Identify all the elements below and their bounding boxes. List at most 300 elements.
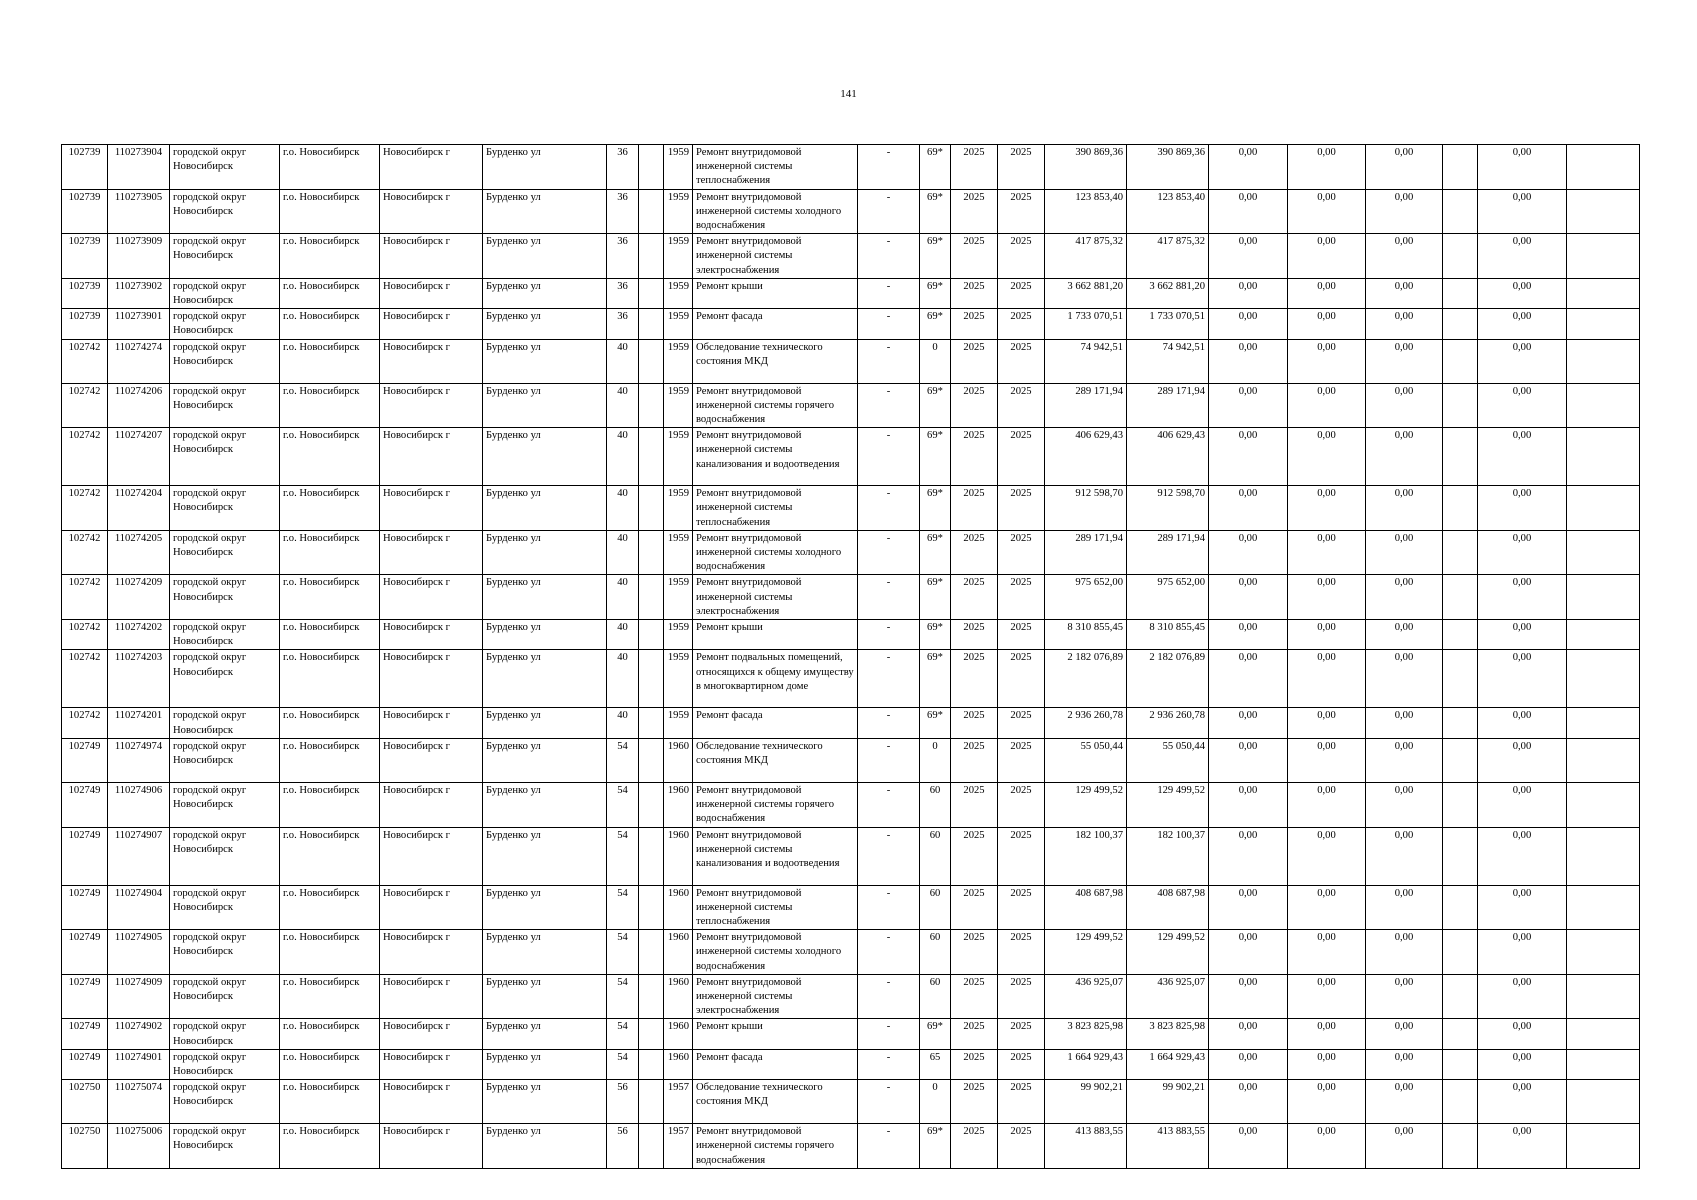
work-id-cell: 110273909 [108,234,170,279]
regional-budget-cell: 0,00 [1209,383,1288,428]
plan-year-end-cell: 2025 [998,974,1045,1019]
work-type-cell: Ремонт крыши [693,278,858,308]
total-cost-cell: 2 182 076,89 [1045,650,1127,708]
plan-year-end-cell: 2025 [998,145,1045,190]
work-id-cell: 110274901 [108,1049,170,1079]
extra-col-cell [1443,428,1478,486]
year-built-cell: 1959 [664,339,693,383]
other-funds-cell: 0,00 [1478,782,1567,827]
work-type-cell: Ремонт внутридомовой инженерной системы электроснабжения [693,575,858,620]
building-letter-cell [639,234,664,279]
fund-cost-cell: 1 733 070,51 [1127,309,1209,339]
regional-budget-cell: 0,00 [1209,708,1288,738]
building-letter-cell [639,428,664,486]
year-built-cell: 1959 [664,428,693,486]
extra-col-cell [1443,189,1478,234]
work-type-cell: Ремонт внутридомовой инженерной системы теплоснабжения [693,145,858,190]
table-row [62,650,1640,708]
table-row [62,383,1640,428]
other-funds-cell: 0,00 [1478,708,1567,738]
plan-year-end-cell: 2025 [998,575,1045,620]
year-built-cell: 1960 [664,1049,693,1079]
municipality-cell: городской округ Новосибирск [170,738,280,782]
city-cell: Новосибирск г [380,1124,483,1169]
building-letter-cell [639,885,664,930]
page-number: 141 [840,88,857,100]
fund-cost-cell: 74 942,51 [1127,339,1209,383]
wear-percent-cell: 60 [920,974,951,1019]
total-cost-cell: 99 902,21 [1045,1080,1127,1124]
extra-col-cell [1443,486,1478,531]
other-funds-cell: 0,00 [1478,930,1567,975]
year-built-cell: 1959 [664,189,693,234]
extra-col-cell [1443,278,1478,308]
building-id-cell: 102750 [62,1124,108,1169]
building-id-cell: 102742 [62,575,108,620]
other-funds-cell: 0,00 [1478,486,1567,531]
local-budget-cell: 0,00 [1288,930,1366,975]
plan-year-end-cell: 2025 [998,650,1045,708]
street-cell: Бурденко ул [483,885,607,930]
street-cell: Бурденко ул [483,1049,607,1079]
house-number-cell: 40 [607,383,639,428]
year-built-cell: 1959 [664,708,693,738]
fund-cost-cell: 3 823 825,98 [1127,1019,1209,1049]
total-cost-cell: 417 875,32 [1045,234,1127,279]
municipality-cell: городской округ Новосибирск [170,1019,280,1049]
local-budget-cell: 0,00 [1288,428,1366,486]
local-budget-cell: 0,00 [1288,782,1366,827]
fund-cost-cell: 55 050,44 [1127,738,1209,782]
plan-year-end-cell: 2025 [998,827,1045,885]
dash-marker-cell: - [858,428,920,486]
regional-budget-cell: 0,00 [1209,278,1288,308]
work-type-cell: Ремонт крыши [693,1019,858,1049]
fund-cost-cell: 390 869,36 [1127,145,1209,190]
year-built-cell: 1959 [664,278,693,308]
wear-percent-cell: 69* [920,1019,951,1049]
building-id-cell: 102742 [62,530,108,575]
fund-cost-cell: 912 598,70 [1127,486,1209,531]
extra-col-cell [1443,234,1478,279]
table-row [62,486,1640,531]
other-funds-cell: 0,00 [1478,383,1567,428]
building-id-cell: 102750 [62,1080,108,1124]
plan-year-start-cell: 2025 [951,575,998,620]
building-letter-cell [639,575,664,620]
plan-year-start-cell: 2025 [951,428,998,486]
municipality-cell: городской округ Новосибирск [170,145,280,190]
wear-percent-cell: 0 [920,1080,951,1124]
wear-percent-cell: 0 [920,738,951,782]
total-cost-cell: 74 942,51 [1045,339,1127,383]
street-cell: Бурденко ул [483,383,607,428]
other-funds-cell: 0,00 [1478,309,1567,339]
local-budget-cell: 0,00 [1288,189,1366,234]
plan-year-start-cell: 2025 [951,1019,998,1049]
extra-col-cell [1443,383,1478,428]
work-id-cell: 110273905 [108,189,170,234]
street-cell: Бурденко ул [483,575,607,620]
wear-percent-cell: 69* [920,530,951,575]
dash-marker-cell: - [858,782,920,827]
fund-cost-cell: 129 499,52 [1127,782,1209,827]
extra-col-cell [1443,1124,1478,1169]
work-type-cell: Обследование технического состояния МКД [693,738,858,782]
owners-funds-cell: 0,00 [1366,782,1443,827]
house-number-cell: 54 [607,885,639,930]
house-number-cell: 40 [607,486,639,531]
table-row [62,620,1640,650]
regional-budget-cell: 0,00 [1209,974,1288,1019]
owners-funds-cell: 0,00 [1366,974,1443,1019]
other-funds-cell: 0,00 [1478,189,1567,234]
work-id-cell: 110273901 [108,309,170,339]
plan-year-start-cell: 2025 [951,738,998,782]
dash-marker-cell: - [858,827,920,885]
regional-budget-cell: 0,00 [1209,738,1288,782]
city-cell: Новосибирск г [380,782,483,827]
municipality-short-cell: г.о. Новосибирск [280,428,380,486]
fund-cost-cell: 1 664 929,43 [1127,1049,1209,1079]
notes-cell [1567,974,1640,1019]
year-built-cell: 1959 [664,145,693,190]
plan-year-start-cell: 2025 [951,974,998,1019]
house-number-cell: 56 [607,1080,639,1124]
dash-marker-cell: - [858,930,920,975]
notes-cell [1567,738,1640,782]
table-row [62,530,1640,575]
work-type-cell: Ремонт подвальных помещений, относящихся к общему имуществу в многоквартирном доме [693,650,858,708]
fund-cost-cell: 408 687,98 [1127,885,1209,930]
local-budget-cell: 0,00 [1288,234,1366,279]
fund-cost-cell: 975 652,00 [1127,575,1209,620]
building-id-cell: 102742 [62,428,108,486]
street-cell: Бурденко ул [483,708,607,738]
year-built-cell: 1960 [664,885,693,930]
notes-cell [1567,1019,1640,1049]
building-id-cell: 102742 [62,620,108,650]
house-number-cell: 40 [607,339,639,383]
plan-year-end-cell: 2025 [998,309,1045,339]
municipality-short-cell: г.о. Новосибирск [280,827,380,885]
work-type-cell: Ремонт внутридомовой инженерной системы канализования и водоотведения [693,428,858,486]
municipality-cell: городской округ Новосибирск [170,827,280,885]
wear-percent-cell: 60 [920,827,951,885]
work-id-cell: 110274209 [108,575,170,620]
building-id-cell: 102749 [62,782,108,827]
work-type-cell: Ремонт внутридомовой инженерной системы горячего водоснабжения [693,1124,858,1169]
building-letter-cell [639,1080,664,1124]
notes-cell [1567,486,1640,531]
work-type-cell: Ремонт фасада [693,1049,858,1079]
total-cost-cell: 182 100,37 [1045,827,1127,885]
table-row [62,738,1640,782]
work-id-cell: 110274905 [108,930,170,975]
house-number-cell: 40 [607,708,639,738]
plan-year-end-cell: 2025 [998,278,1045,308]
municipality-cell: городской округ Новосибирск [170,708,280,738]
table-row [62,782,1640,827]
municipality-cell: городской округ Новосибирск [170,782,280,827]
owners-funds-cell: 0,00 [1366,383,1443,428]
local-budget-cell: 0,00 [1288,650,1366,708]
fund-cost-cell: 436 925,07 [1127,974,1209,1019]
dash-marker-cell: - [858,708,920,738]
notes-cell [1567,428,1640,486]
table-row [62,974,1640,1019]
work-type-cell: Ремонт внутридомовой инженерной системы электроснабжения [693,974,858,1019]
wear-percent-cell: 69* [920,650,951,708]
local-budget-cell: 0,00 [1288,145,1366,190]
municipality-cell: городской округ Новосибирск [170,189,280,234]
municipality-short-cell: г.о. Новосибирск [280,620,380,650]
other-funds-cell: 0,00 [1478,339,1567,383]
house-number-cell: 36 [607,278,639,308]
work-id-cell: 110275006 [108,1124,170,1169]
building-id-cell: 102739 [62,309,108,339]
street-cell: Бурденко ул [483,620,607,650]
plan-year-end-cell: 2025 [998,738,1045,782]
plan-year-end-cell: 2025 [998,339,1045,383]
street-cell: Бурденко ул [483,530,607,575]
fund-cost-cell: 289 171,94 [1127,530,1209,575]
plan-year-start-cell: 2025 [951,486,998,531]
plan-year-start-cell: 2025 [951,650,998,708]
regional-budget-cell: 0,00 [1209,339,1288,383]
work-id-cell: 110274201 [108,708,170,738]
table-row [62,278,1640,308]
total-cost-cell: 1 733 070,51 [1045,309,1127,339]
table-row [62,1124,1640,1169]
local-budget-cell: 0,00 [1288,339,1366,383]
house-number-cell: 54 [607,974,639,1019]
notes-cell [1567,575,1640,620]
house-number-cell: 40 [607,530,639,575]
regional-budget-cell: 0,00 [1209,234,1288,279]
plan-year-start-cell: 2025 [951,1124,998,1169]
city-cell: Новосибирск г [380,738,483,782]
wear-percent-cell: 60 [920,930,951,975]
extra-col-cell [1443,620,1478,650]
building-id-cell: 102749 [62,974,108,1019]
work-id-cell: 110274909 [108,974,170,1019]
municipality-cell: городской округ Новосибирск [170,974,280,1019]
building-id-cell: 102749 [62,827,108,885]
municipality-cell: городской округ Новосибирск [170,339,280,383]
plan-year-end-cell: 2025 [998,930,1045,975]
local-budget-cell: 0,00 [1288,1124,1366,1169]
building-letter-cell [639,930,664,975]
plan-year-end-cell: 2025 [998,530,1045,575]
total-cost-cell: 289 171,94 [1045,530,1127,575]
building-letter-cell [639,708,664,738]
building-id-cell: 102742 [62,383,108,428]
total-cost-cell: 55 050,44 [1045,738,1127,782]
dash-marker-cell: - [858,620,920,650]
other-funds-cell: 0,00 [1478,974,1567,1019]
owners-funds-cell: 0,00 [1366,885,1443,930]
municipality-short-cell: г.о. Новосибирск [280,738,380,782]
municipality-short-cell: г.о. Новосибирск [280,234,380,279]
table-body [62,145,1640,1169]
street-cell: Бурденко ул [483,339,607,383]
street-cell: Бурденко ул [483,650,607,708]
city-cell: Новосибирск г [380,708,483,738]
work-id-cell: 110274907 [108,827,170,885]
dash-marker-cell: - [858,486,920,531]
street-cell: Бурденко ул [483,974,607,1019]
notes-cell [1567,189,1640,234]
other-funds-cell: 0,00 [1478,145,1567,190]
building-id-cell: 102742 [62,486,108,531]
regional-budget-cell: 0,00 [1209,428,1288,486]
fund-cost-cell: 99 902,21 [1127,1080,1209,1124]
regional-budget-cell: 0,00 [1209,486,1288,531]
regional-budget-cell: 0,00 [1209,189,1288,234]
dash-marker-cell: - [858,234,920,279]
work-id-cell: 110274274 [108,339,170,383]
city-cell: Новосибирск г [380,974,483,1019]
work-type-cell: Ремонт фасада [693,309,858,339]
other-funds-cell: 0,00 [1478,278,1567,308]
fund-cost-cell: 123 853,40 [1127,189,1209,234]
plan-year-start-cell: 2025 [951,1080,998,1124]
building-letter-cell [639,486,664,531]
regional-budget-cell: 0,00 [1209,827,1288,885]
year-built-cell: 1959 [664,530,693,575]
building-letter-cell [639,145,664,190]
notes-cell [1567,530,1640,575]
year-built-cell: 1960 [664,782,693,827]
street-cell: Бурденко ул [483,309,607,339]
table-row [62,145,1640,190]
local-budget-cell: 0,00 [1288,738,1366,782]
notes-cell [1567,1080,1640,1124]
owners-funds-cell: 0,00 [1366,930,1443,975]
total-cost-cell: 129 499,52 [1045,782,1127,827]
other-funds-cell: 0,00 [1478,234,1567,279]
notes-cell [1567,1124,1640,1169]
city-cell: Новосибирск г [380,383,483,428]
building-id-cell: 102739 [62,278,108,308]
fund-cost-cell: 417 875,32 [1127,234,1209,279]
table-row [62,1049,1640,1079]
wear-percent-cell: 69* [920,486,951,531]
house-number-cell: 36 [607,189,639,234]
wear-percent-cell: 69* [920,234,951,279]
notes-cell [1567,827,1640,885]
dash-marker-cell: - [858,339,920,383]
house-number-cell: 36 [607,234,639,279]
work-id-cell: 110274204 [108,486,170,531]
work-type-cell: Обследование технического состояния МКД [693,1080,858,1124]
building-letter-cell [639,309,664,339]
plan-year-start-cell: 2025 [951,339,998,383]
fund-cost-cell: 129 499,52 [1127,930,1209,975]
owners-funds-cell: 0,00 [1366,428,1443,486]
dash-marker-cell: - [858,650,920,708]
building-letter-cell [639,383,664,428]
work-type-cell: Ремонт внутридомовой инженерной системы холодного водоснабжения [693,530,858,575]
dash-marker-cell: - [858,575,920,620]
dash-marker-cell: - [858,1049,920,1079]
municipality-cell: городской округ Новосибирск [170,620,280,650]
total-cost-cell: 3 662 881,20 [1045,278,1127,308]
municipality-short-cell: г.о. Новосибирск [280,189,380,234]
house-number-cell: 54 [607,827,639,885]
notes-cell [1567,383,1640,428]
house-number-cell: 54 [607,930,639,975]
street-cell: Бурденко ул [483,234,607,279]
city-cell: Новосибирск г [380,1080,483,1124]
local-budget-cell: 0,00 [1288,309,1366,339]
fund-cost-cell: 2 182 076,89 [1127,650,1209,708]
municipality-short-cell: г.о. Новосибирск [280,486,380,531]
plan-year-start-cell: 2025 [951,383,998,428]
regional-budget-cell: 0,00 [1209,1080,1288,1124]
street-cell: Бурденко ул [483,189,607,234]
city-cell: Новосибирск г [380,486,483,531]
notes-cell [1567,782,1640,827]
municipality-short-cell: г.о. Новосибирск [280,930,380,975]
street-cell: Бурденко ул [483,738,607,782]
work-id-cell: 110274904 [108,885,170,930]
work-id-cell: 110273902 [108,278,170,308]
work-type-cell: Ремонт крыши [693,620,858,650]
other-funds-cell: 0,00 [1478,428,1567,486]
work-id-cell: 110275074 [108,1080,170,1124]
house-number-cell: 56 [607,1124,639,1169]
owners-funds-cell: 0,00 [1366,309,1443,339]
wear-percent-cell: 60 [920,782,951,827]
dash-marker-cell: - [858,974,920,1019]
work-type-cell: Ремонт внутридомовой инженерной системы горячего водоснабжения [693,383,858,428]
dash-marker-cell: - [858,1124,920,1169]
plan-year-end-cell: 2025 [998,234,1045,279]
extra-col-cell [1443,708,1478,738]
work-type-cell: Ремонт внутридомовой инженерной системы теплоснабжения [693,885,858,930]
house-number-cell: 54 [607,1049,639,1079]
city-cell: Новосибирск г [380,145,483,190]
house-number-cell: 54 [607,782,639,827]
total-cost-cell: 289 171,94 [1045,383,1127,428]
wear-percent-cell: 69* [920,428,951,486]
city-cell: Новосибирск г [380,278,483,308]
fund-cost-cell: 8 310 855,45 [1127,620,1209,650]
municipality-short-cell: г.о. Новосибирск [280,145,380,190]
plan-year-start-cell: 2025 [951,530,998,575]
local-budget-cell: 0,00 [1288,383,1366,428]
regional-budget-cell: 0,00 [1209,309,1288,339]
municipality-short-cell: г.о. Новосибирск [280,782,380,827]
city-cell: Новосибирск г [380,827,483,885]
municipality-cell: городской округ Новосибирск [170,650,280,708]
local-budget-cell: 0,00 [1288,278,1366,308]
dash-marker-cell: - [858,383,920,428]
fund-cost-cell: 3 662 881,20 [1127,278,1209,308]
work-id-cell: 110274207 [108,428,170,486]
notes-cell [1567,708,1640,738]
building-id-cell: 102742 [62,650,108,708]
building-letter-cell [639,620,664,650]
wear-percent-cell: 69* [920,708,951,738]
house-number-cell: 40 [607,575,639,620]
extra-col-cell [1443,145,1478,190]
local-budget-cell: 0,00 [1288,1080,1366,1124]
regional-budget-cell: 0,00 [1209,575,1288,620]
total-cost-cell: 912 598,70 [1045,486,1127,531]
